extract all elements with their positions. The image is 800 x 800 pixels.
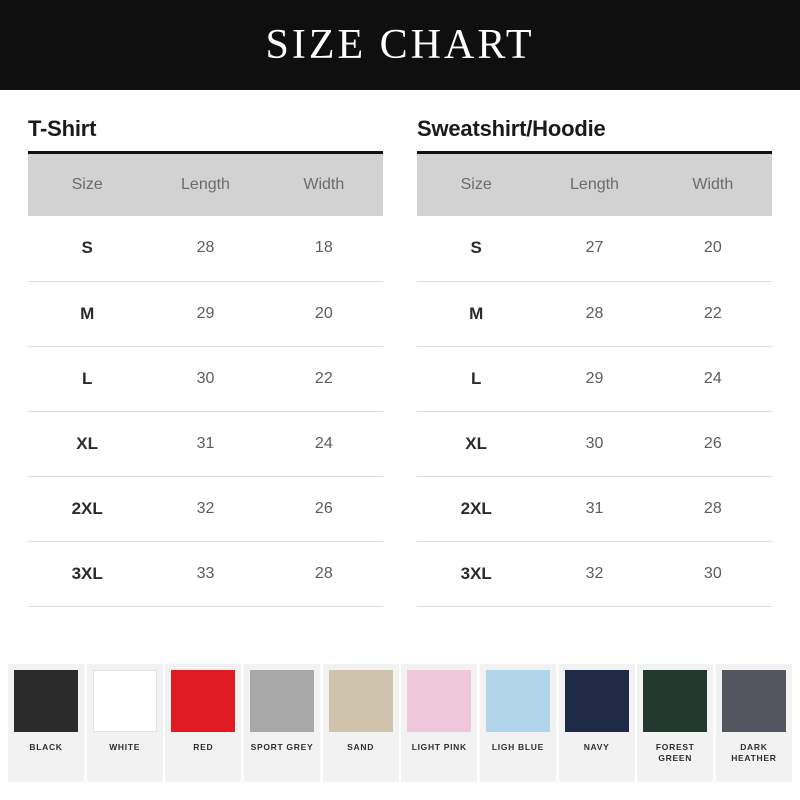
table-row — [28, 411, 383, 476]
tshirt-table-block — [28, 116, 383, 607]
column-header-length: Length — [535, 154, 653, 216]
column-header-width: Width — [654, 154, 772, 216]
swatch-chip — [486, 670, 550, 732]
swatch-chip — [407, 670, 471, 732]
cell-width: 20 — [265, 281, 383, 346]
cell-length: 27 — [535, 216, 653, 281]
cell-width: 20 — [654, 216, 772, 281]
swatch-label: BLACK — [29, 742, 63, 752]
cell-size: L — [417, 346, 535, 411]
cell-size: 3XL — [417, 541, 535, 606]
swatch-chip — [93, 670, 157, 732]
page-title: SIZE CHART — [265, 22, 535, 68]
swatch-chip — [565, 670, 629, 732]
sweatshirt-table-head — [417, 154, 772, 216]
swatch-chip — [643, 670, 707, 732]
column-header-width: Width — [265, 154, 383, 216]
cell-size: XL — [417, 411, 535, 476]
swatch-label: LIGHT PINK — [411, 742, 467, 752]
cell-size: S — [417, 216, 535, 281]
swatch-chip — [329, 670, 393, 732]
cell-size: 2XL — [417, 476, 535, 541]
color-swatch-dark-heather — [716, 664, 792, 782]
swatch-chip — [171, 670, 235, 732]
table-row — [417, 216, 772, 281]
cell-width: 18 — [265, 216, 383, 281]
cell-size: L — [28, 346, 146, 411]
cell-size: M — [417, 281, 535, 346]
sweatshirt-table-title: Sweatshirt/Hoodie — [417, 116, 772, 154]
column-header-length: Length — [146, 154, 264, 216]
cell-width: 26 — [654, 411, 772, 476]
cell-width: 30 — [654, 541, 772, 606]
swatch-label: FOREST GREEN — [655, 742, 695, 763]
swatch-chip — [14, 670, 78, 732]
tshirt-table-title: T-Shirt — [28, 116, 383, 154]
column-header-size: Size — [417, 154, 535, 216]
cell-length: 29 — [146, 281, 264, 346]
cell-size: XL — [28, 411, 146, 476]
cell-size: M — [28, 281, 146, 346]
swatch-label: NAVY — [583, 742, 610, 752]
table-header-row — [28, 154, 383, 216]
cell-width: 24 — [265, 411, 383, 476]
cell-length: 30 — [535, 411, 653, 476]
cell-length: 33 — [146, 541, 264, 606]
table-row — [417, 346, 772, 411]
table-row — [28, 281, 383, 346]
sweatshirt-table-block — [417, 116, 772, 607]
cell-length: 28 — [535, 281, 653, 346]
swatch-label: WHITE — [109, 742, 141, 752]
swatch-chip — [250, 670, 314, 732]
table-header-row — [417, 154, 772, 216]
swatch-label: DARK HEATHER — [731, 742, 777, 763]
cell-width: 24 — [654, 346, 772, 411]
cell-size: 3XL — [28, 541, 146, 606]
cell-length: 31 — [146, 411, 264, 476]
cell-length: 28 — [146, 216, 264, 281]
cell-width: 28 — [654, 476, 772, 541]
size-tables-container — [0, 90, 800, 607]
color-swatch-sand — [323, 664, 399, 782]
cell-length: 30 — [146, 346, 264, 411]
table-row — [417, 281, 772, 346]
swatch-label: RED — [193, 742, 214, 752]
column-header-size: Size — [28, 154, 146, 216]
color-swatch-black — [8, 664, 84, 782]
table-row — [417, 541, 772, 606]
sweatshirt-size-table — [417, 154, 772, 607]
tshirt-table-body — [28, 216, 383, 606]
color-swatch-light-blue — [480, 664, 556, 782]
page-header — [0, 0, 800, 90]
tshirt-size-table — [28, 154, 383, 607]
color-swatch-white — [87, 664, 163, 782]
color-swatch-forest-green — [637, 664, 713, 782]
swatch-label: SAND — [347, 742, 375, 752]
table-row — [28, 216, 383, 281]
cell-width: 28 — [265, 541, 383, 606]
cell-length: 32 — [146, 476, 264, 541]
sweatshirt-table-body — [417, 216, 772, 606]
color-swatch-light-pink — [401, 664, 477, 782]
swatch-label: LIGH BLUE — [491, 742, 544, 752]
table-row — [417, 411, 772, 476]
cell-width: 26 — [265, 476, 383, 541]
cell-size: 2XL — [28, 476, 146, 541]
cell-width: 22 — [265, 346, 383, 411]
color-swatch-navy — [559, 664, 635, 782]
color-swatch-sport-grey — [244, 664, 320, 782]
table-row — [417, 476, 772, 541]
table-row — [28, 541, 383, 606]
cell-length: 31 — [535, 476, 653, 541]
cell-length: 29 — [535, 346, 653, 411]
cell-width: 22 — [654, 281, 772, 346]
table-row — [28, 476, 383, 541]
table-row — [28, 346, 383, 411]
cell-size: S — [28, 216, 146, 281]
tshirt-table-head — [28, 154, 383, 216]
swatch-label: SPORT GREY — [250, 742, 314, 752]
cell-length: 32 — [535, 541, 653, 606]
color-swatch-red — [165, 664, 241, 782]
swatch-chip — [722, 670, 786, 732]
color-swatch-strip — [0, 664, 800, 782]
